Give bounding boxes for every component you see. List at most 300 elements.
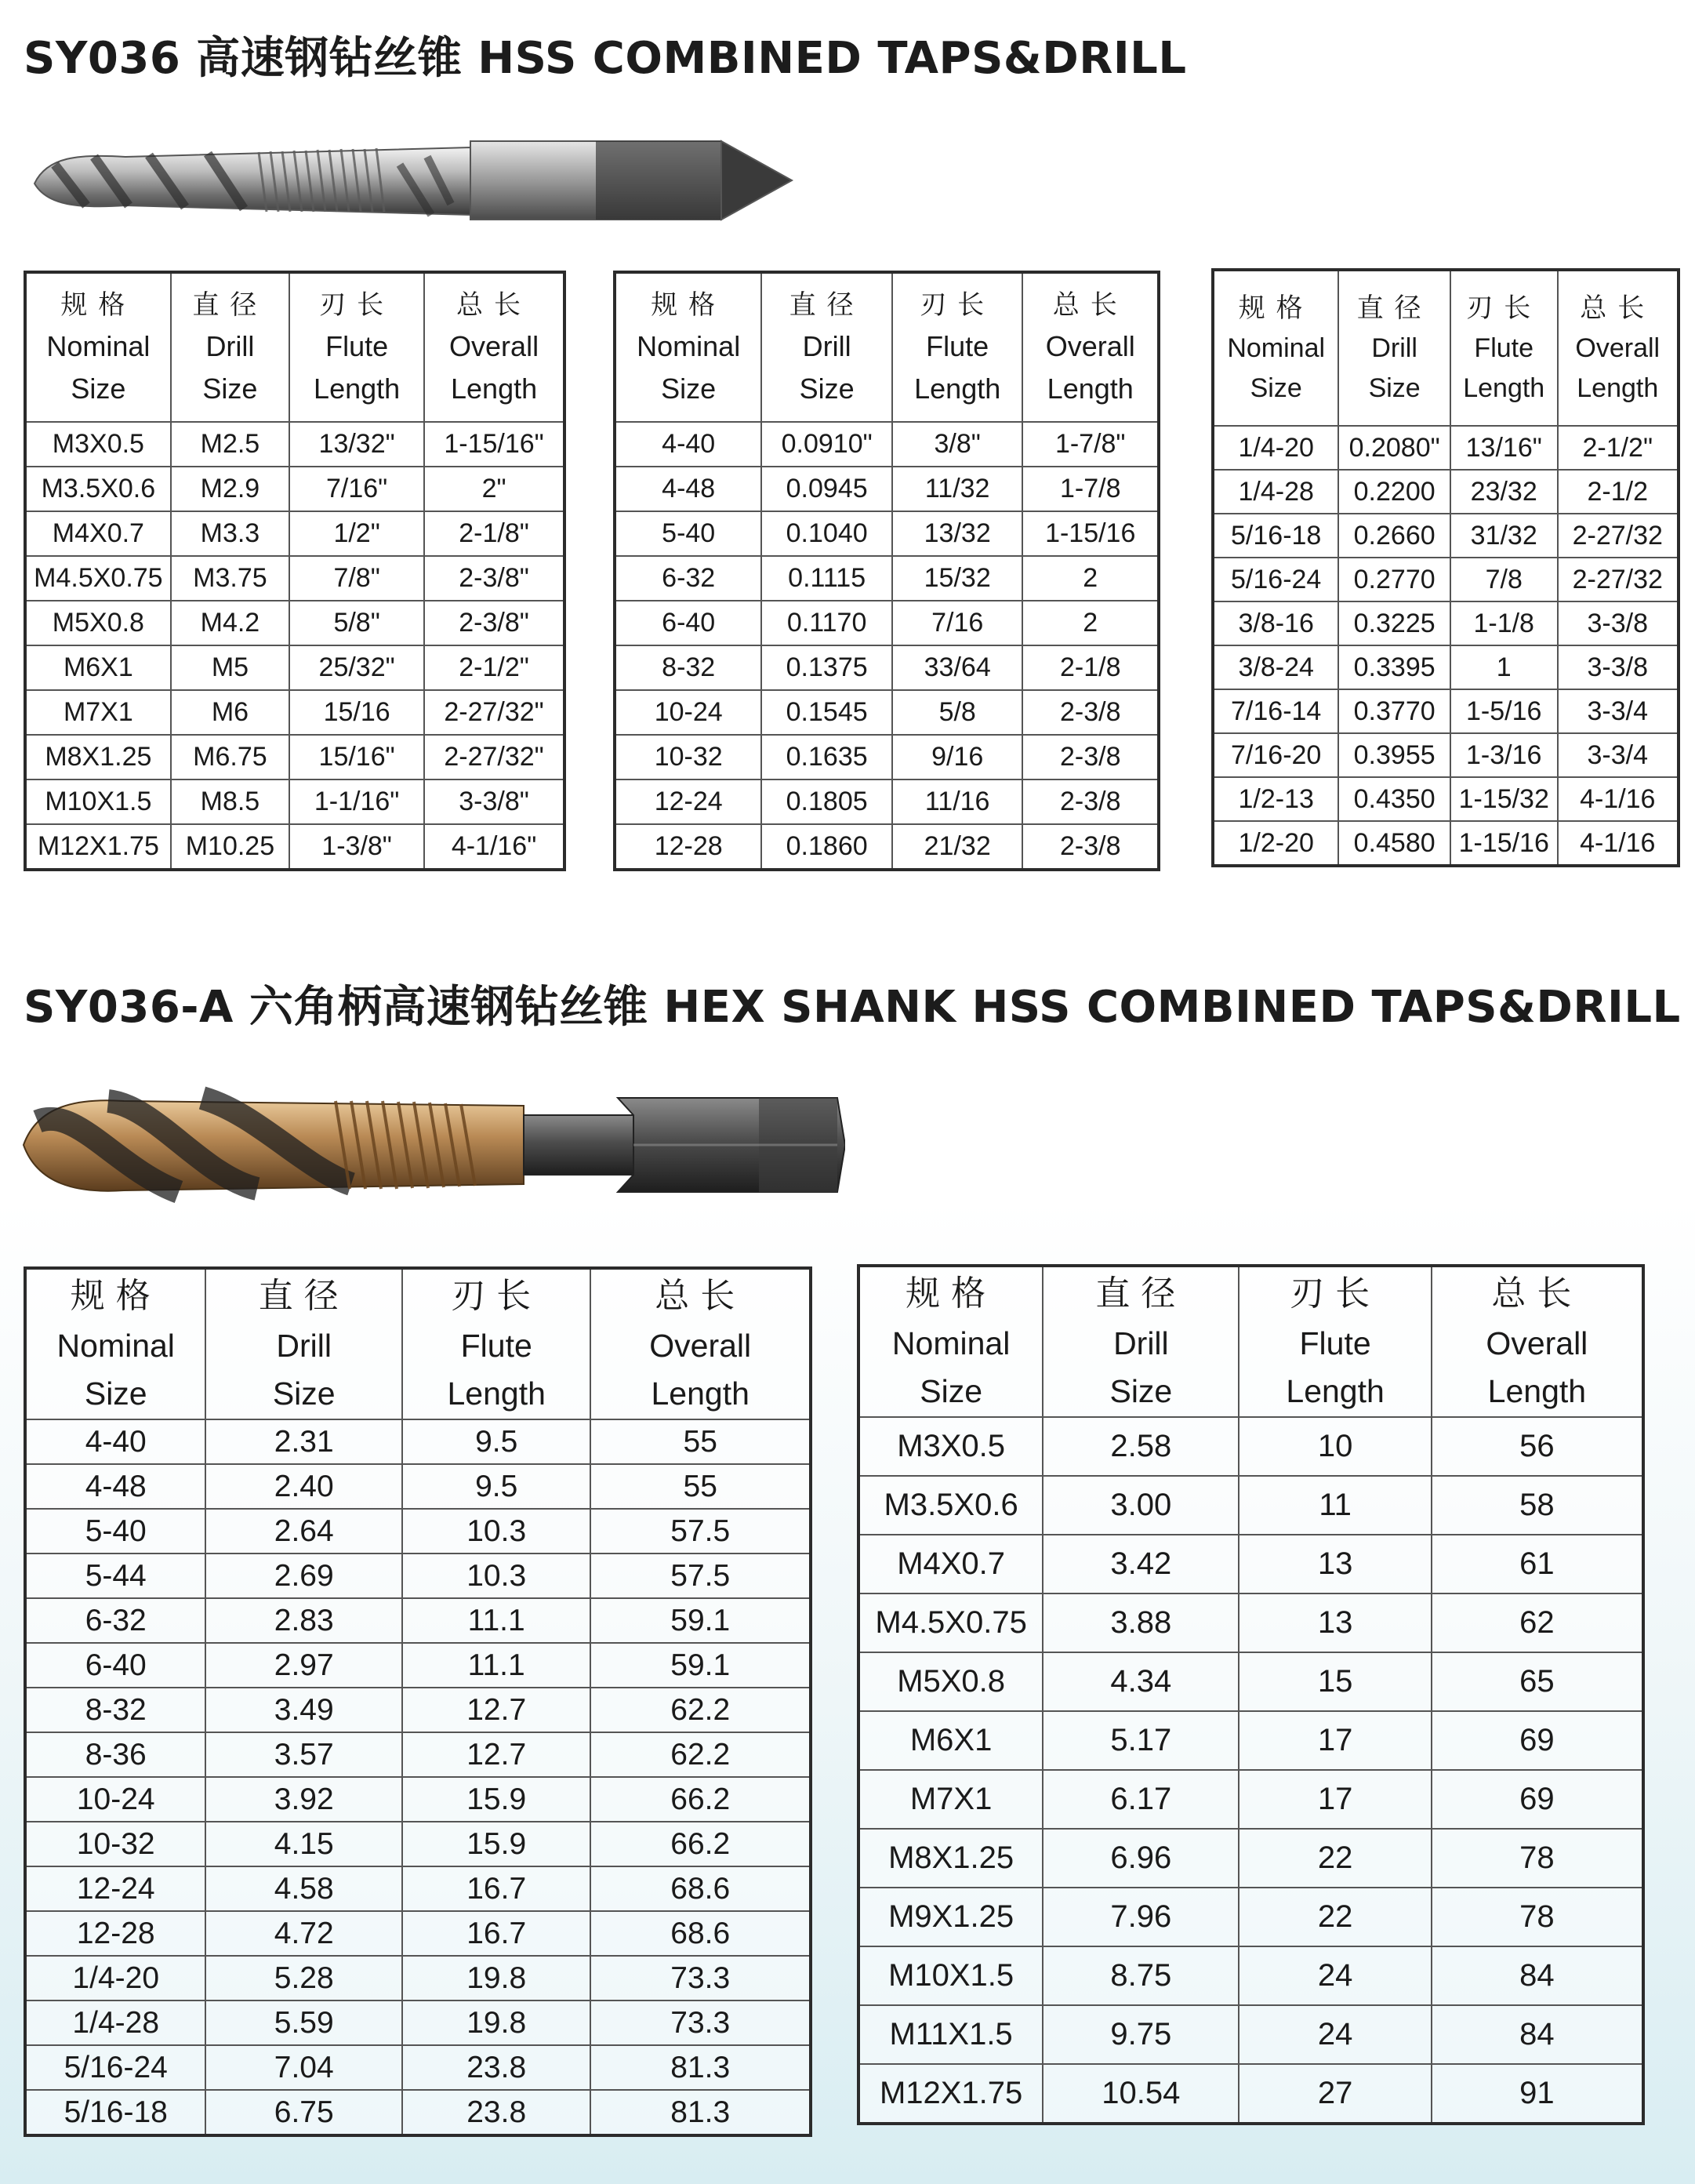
- header-nominal-size: [1213, 270, 1338, 426]
- cell-nominal-size: M12X1.75: [25, 824, 171, 870]
- cell-nominal-size: M5X0.8: [25, 601, 171, 645]
- cell-drill-size: 0.3955: [1338, 733, 1450, 777]
- cell-drill-size: 0.1040: [761, 511, 892, 556]
- cell-nominal-size: 10-32: [25, 1822, 205, 1866]
- cell-overall-length: 78: [1432, 1888, 1643, 1946]
- cell-flute-length: 31/32: [1450, 514, 1558, 558]
- cell-drill-size: 0.1170: [761, 601, 892, 645]
- table-row: [25, 1688, 811, 1732]
- cell-drill-size: 4.72: [205, 1911, 402, 1956]
- cell-overall-length: 73.3: [590, 1956, 811, 2000]
- cell-drill-size: 0.1805: [761, 779, 892, 824]
- cell-drill-size: 0.2660: [1338, 514, 1450, 558]
- cell-drill-size: 2.97: [205, 1643, 402, 1688]
- header-label-cn: 总长: [655, 1275, 746, 1316]
- cell-drill-size: 0.1635: [761, 735, 892, 779]
- header-label-en2: Length: [651, 1375, 750, 1412]
- cell-drill-size: M4.2: [171, 601, 289, 645]
- cell-overall-length: 2-3/8: [1022, 735, 1159, 779]
- header-flute-length: [1450, 270, 1558, 426]
- header-nominal-size: [25, 1268, 205, 1419]
- cell-flute-length: 12.7: [402, 1688, 590, 1732]
- cell-nominal-size: 5/16-18: [25, 2090, 205, 2135]
- header-flute-length: [289, 272, 424, 422]
- table-row: [1213, 689, 1679, 733]
- header-label-en2: Length: [451, 372, 538, 405]
- cell-flute-length: 7/16": [289, 467, 424, 511]
- cell-drill-size: 5.59: [205, 2000, 402, 2045]
- cell-overall-length: 56: [1432, 1417, 1643, 1476]
- cell-nominal-size: 8-36: [25, 1732, 205, 1777]
- cell-flute-length: 1-5/16: [1450, 689, 1558, 733]
- cell-nominal-size: 1/4-28: [1213, 470, 1338, 514]
- header-label-en1: Nominal: [46, 329, 151, 362]
- cell-drill-size: 0.1860: [761, 824, 892, 870]
- header-label-cn: 总长: [1580, 292, 1656, 324]
- table-row: [25, 735, 564, 779]
- header-label-en1: Drill: [276, 1327, 332, 1364]
- cell-nominal-size: 4-48: [615, 467, 761, 511]
- cell-overall-length: 78: [1432, 1829, 1643, 1888]
- table-row: [1213, 821, 1679, 866]
- header-label-cn: 直径: [1356, 292, 1432, 324]
- cell-flute-length: 17: [1239, 1770, 1431, 1829]
- cell-flute-length: 11.1: [402, 1643, 590, 1688]
- table-row: [25, 1732, 811, 1777]
- header-label-en1: Overall: [449, 329, 539, 362]
- cell-overall-length: 2-1/8: [1022, 645, 1159, 690]
- cell-overall-length: 84: [1432, 1946, 1643, 2005]
- cell-flute-length: 13: [1239, 1535, 1431, 1593]
- section-title-sy036-a: SY036-A 六角柄高速钢钻丝锥 HEX SHANK HSS COMBINED TAPS&DRILL: [24, 982, 1681, 1033]
- cell-drill-size: 2.83: [205, 1598, 402, 1643]
- table-row: [1213, 777, 1679, 821]
- cell-flute-length: 22: [1239, 1829, 1431, 1888]
- hex-shank-tap-drill-image: [22, 1074, 845, 1208]
- cell-overall-length: 66.2: [590, 1822, 811, 1866]
- cell-flute-length: 11.1: [402, 1598, 590, 1643]
- cell-flute-length: 1/2": [289, 511, 424, 556]
- header-label-cn: 总长: [456, 289, 532, 321]
- cell-overall-length: 57.5: [590, 1509, 811, 1554]
- cell-overall-length: 4-1/16": [424, 824, 564, 870]
- cell-overall-length: 59.1: [590, 1598, 811, 1643]
- table-row: [25, 1911, 811, 1956]
- header-nominal-size: [615, 272, 761, 422]
- cell-drill-size: 0.1115: [761, 556, 892, 601]
- cell-drill-size: 0.3225: [1338, 601, 1450, 645]
- cell-drill-size: M3.75: [171, 556, 289, 601]
- header-label-cn: 直径: [258, 1275, 350, 1316]
- table-row: [25, 467, 564, 511]
- cell-drill-size: 5.17: [1043, 1711, 1239, 1770]
- cell-drill-size: 2.64: [205, 1509, 402, 1554]
- header-label-en2: Size: [920, 1373, 982, 1409]
- header-label-en2: Length: [1463, 372, 1545, 403]
- cell-overall-length: 65: [1432, 1652, 1643, 1711]
- header-label-cn: 直径: [789, 289, 865, 321]
- cell-drill-size: M10.25: [171, 824, 289, 870]
- cell-nominal-size: 10-32: [615, 735, 761, 779]
- cell-overall-length: 81.3: [590, 2090, 811, 2135]
- cell-nominal-size: 6-40: [25, 1643, 205, 1688]
- cell-drill-size: M8.5: [171, 779, 289, 824]
- table-row: [1213, 514, 1679, 558]
- cell-overall-length: 62: [1432, 1593, 1643, 1652]
- cell-drill-size: 3.42: [1043, 1535, 1239, 1593]
- table-row: [858, 1946, 1643, 2005]
- cell-overall-length: 2-27/32: [1558, 514, 1679, 558]
- cell-drill-size: 8.75: [1043, 1946, 1239, 2005]
- cell-flute-length: 15.9: [402, 1822, 590, 1866]
- cell-flute-length: 13/32": [289, 422, 424, 467]
- cell-overall-length: 2-3/8: [1022, 690, 1159, 735]
- table-row: [25, 1598, 811, 1643]
- cell-flute-length: 23.8: [402, 2045, 590, 2090]
- header-label-en2: Size: [202, 372, 258, 405]
- table-row: [858, 1417, 1643, 1476]
- header-label-cn: 规格: [651, 289, 727, 321]
- cell-overall-length: 2-27/32": [424, 690, 564, 735]
- table-row: [25, 511, 564, 556]
- header-label-cn: 刃长: [920, 289, 996, 321]
- cell-nominal-size: 7/16-20: [1213, 733, 1338, 777]
- cell-flute-length: 1: [1450, 645, 1558, 689]
- cell-overall-length: 4-1/16: [1558, 777, 1679, 821]
- header-label-en2: Length: [914, 372, 1001, 405]
- table-row: [25, 1419, 811, 1464]
- cell-flute-length: 7/8": [289, 556, 424, 601]
- cell-drill-size: 4.15: [205, 1822, 402, 1866]
- header-label-en2: Size: [71, 372, 126, 405]
- cell-flute-length: 33/64: [892, 645, 1023, 690]
- spec-table-hex-unc: [24, 1266, 812, 2137]
- cell-overall-length: 4-1/16: [1558, 821, 1679, 866]
- header-label-en2: Length: [1487, 1373, 1587, 1409]
- cell-flute-length: 1-1/16": [289, 779, 424, 824]
- cell-nominal-size: 4-48: [25, 1464, 205, 1509]
- cell-flute-length: 25/32": [289, 645, 424, 690]
- table-row: [1213, 470, 1679, 514]
- cell-flute-length: 9.5: [402, 1419, 590, 1464]
- cell-flute-length: 11/32: [892, 467, 1023, 511]
- table-row: [25, 690, 564, 735]
- header-label-en1: Drill: [802, 329, 851, 362]
- cell-nominal-size: 5-40: [25, 1509, 205, 1554]
- table-row: [858, 2064, 1643, 2124]
- header-drill-size: [171, 272, 289, 422]
- cell-flute-length: 12.7: [402, 1732, 590, 1777]
- spec-table-metric-inch: [24, 271, 566, 871]
- header-label-en1: Flute: [1474, 333, 1534, 363]
- table-row: [25, 2090, 811, 2135]
- cell-overall-length: 2: [1022, 556, 1159, 601]
- cell-nominal-size: 1/4-28: [25, 2000, 205, 2045]
- header-label-en2: Length: [314, 372, 401, 405]
- header-label-en2: Size: [272, 1375, 336, 1412]
- cell-drill-size: 0.2770: [1338, 558, 1450, 601]
- cell-flute-length: 1-15/16: [1450, 821, 1558, 866]
- header-drill-size: [1338, 270, 1450, 426]
- cell-flute-length: 15: [1239, 1652, 1431, 1711]
- cell-overall-length: 3-3/4: [1558, 733, 1679, 777]
- cell-flute-length: 23/32: [1450, 470, 1558, 514]
- cell-nominal-size: 5-44: [25, 1554, 205, 1598]
- cell-nominal-size: 7/16-14: [1213, 689, 1338, 733]
- cell-nominal-size: M6X1: [858, 1711, 1043, 1770]
- cell-overall-length: 3-3/8: [1558, 645, 1679, 689]
- cell-flute-length: 10.3: [402, 1509, 590, 1554]
- cell-overall-length: 2": [424, 467, 564, 511]
- header-label-en2: Size: [1250, 372, 1302, 403]
- header-label-en1: Nominal: [637, 329, 741, 362]
- section-title-sy036: SY036 高速钢钻丝锥 HSS COMBINED TAPS&DRILL: [24, 33, 1187, 84]
- header-label-en1: Drill: [205, 329, 255, 362]
- table-row: [1213, 601, 1679, 645]
- header-label-en2: Length: [1047, 372, 1134, 405]
- cell-nominal-size: 10-24: [25, 1777, 205, 1822]
- cell-overall-length: 62.2: [590, 1688, 811, 1732]
- header-flute-length: [892, 272, 1023, 422]
- cell-drill-size: 4.34: [1043, 1652, 1239, 1711]
- cell-flute-length: 15/16: [289, 690, 424, 735]
- cell-overall-length: 55: [590, 1464, 811, 1509]
- cell-drill-size: M2.9: [171, 467, 289, 511]
- table-row: [858, 1711, 1643, 1770]
- cell-flute-length: 1-3/8": [289, 824, 424, 870]
- table-row: [25, 601, 564, 645]
- table-row: [25, 1777, 811, 1822]
- table-row: [858, 2005, 1643, 2064]
- cell-drill-size: 2.31: [205, 1419, 402, 1464]
- table-row: [25, 2000, 811, 2045]
- cell-nominal-size: M3.5X0.6: [858, 1476, 1043, 1535]
- cell-overall-length: 66.2: [590, 1777, 811, 1822]
- cell-nominal-size: 5/16-24: [25, 2045, 205, 2090]
- cell-overall-length: 61: [1432, 1535, 1643, 1593]
- cell-drill-size: 3.57: [205, 1732, 402, 1777]
- cell-drill-size: 0.2080": [1338, 426, 1450, 470]
- table-row: [25, 1554, 811, 1598]
- cell-nominal-size: M9X1.25: [858, 1888, 1043, 1946]
- cell-drill-size: 10.54: [1043, 2064, 1239, 2124]
- table-row: [1213, 426, 1679, 470]
- table-row: [858, 1829, 1643, 1888]
- cell-flute-length: 21/32: [892, 824, 1023, 870]
- cell-drill-size: 6.75: [205, 2090, 402, 2135]
- cell-overall-length: 57.5: [590, 1554, 811, 1598]
- cell-flute-length: 7/16: [892, 601, 1023, 645]
- cell-nominal-size: M3X0.5: [858, 1417, 1043, 1476]
- cell-drill-size: 0.3770: [1338, 689, 1450, 733]
- table-row: [615, 735, 1159, 779]
- table-row: [615, 467, 1159, 511]
- cell-flute-length: 10: [1239, 1417, 1431, 1476]
- header-label-cn: 刃长: [1466, 292, 1542, 324]
- cell-nominal-size: M8X1.25: [25, 735, 171, 779]
- cell-flute-length: 23.8: [402, 2090, 590, 2135]
- cell-nominal-size: 12-28: [615, 824, 761, 870]
- header-overall-length: [424, 272, 564, 422]
- cell-drill-size: 0.0910": [761, 422, 892, 467]
- header-label-en1: Nominal: [56, 1327, 175, 1364]
- cell-drill-size: 3.49: [205, 1688, 402, 1732]
- spec-table-unc-small: [613, 271, 1160, 871]
- cell-flute-length: 24: [1239, 2005, 1431, 2064]
- cell-nominal-size: M8X1.25: [858, 1829, 1043, 1888]
- header-label-en2: Size: [799, 372, 855, 405]
- header-drill-size: [205, 1268, 402, 1419]
- cell-overall-length: 2-3/8": [424, 601, 564, 645]
- cell-overall-length: 2-3/8: [1022, 824, 1159, 870]
- header-overall-length: [1022, 272, 1159, 422]
- cell-overall-length: 84: [1432, 2005, 1643, 2064]
- table-row: [25, 1643, 811, 1688]
- table-row: [25, 1464, 811, 1509]
- header-label-en2: Size: [1368, 372, 1421, 403]
- cell-nominal-size: 4-40: [615, 422, 761, 467]
- cell-drill-size: 3.88: [1043, 1593, 1239, 1652]
- cell-overall-length: 55: [590, 1419, 811, 1464]
- header-label-en1: Drill: [1113, 1325, 1169, 1361]
- cell-flute-length: 9.5: [402, 1464, 590, 1509]
- cell-nominal-size: 6-40: [615, 601, 761, 645]
- cell-drill-size: M2.5: [171, 422, 289, 467]
- header-label-cn: 规格: [1238, 292, 1314, 324]
- cell-overall-length: 58: [1432, 1476, 1643, 1535]
- header-label-en1: Overall: [649, 1327, 752, 1364]
- cell-flute-length: 24: [1239, 1946, 1431, 2005]
- table-header-row: [25, 272, 564, 422]
- spec-table-unc-large: [1211, 268, 1680, 867]
- table-row: [615, 690, 1159, 735]
- cell-flute-length: 19.8: [402, 2000, 590, 2045]
- cell-nominal-size: M12X1.75: [858, 2064, 1043, 2124]
- table-row: [615, 556, 1159, 601]
- table-row: [615, 422, 1159, 467]
- cell-drill-size: 9.75: [1043, 2005, 1239, 2064]
- cell-overall-length: 73.3: [590, 2000, 811, 2045]
- cell-drill-size: 2.40: [205, 1464, 402, 1509]
- cell-overall-length: 2-27/32: [1558, 558, 1679, 601]
- header-label-cn: 规格: [906, 1273, 997, 1314]
- cell-drill-size: 5.28: [205, 1956, 402, 2000]
- table-row: [615, 511, 1159, 556]
- table-row: [858, 1476, 1643, 1535]
- header-nominal-size: [858, 1266, 1043, 1417]
- cell-nominal-size: 6-32: [615, 556, 761, 601]
- cell-drill-size: 2.69: [205, 1554, 402, 1598]
- cell-overall-length: 3-3/4: [1558, 689, 1679, 733]
- cell-drill-size: 3.92: [205, 1777, 402, 1822]
- cell-overall-length: 1-15/16": [424, 422, 564, 467]
- cell-nominal-size: M4.5X0.75: [858, 1593, 1043, 1652]
- cell-nominal-size: M10X1.5: [25, 779, 171, 824]
- cell-drill-size: 2.58: [1043, 1417, 1239, 1476]
- table-row: [25, 1956, 811, 2000]
- header-label-en1: Flute: [325, 329, 389, 362]
- cell-flute-length: 15.9: [402, 1777, 590, 1822]
- table-row: [25, 645, 564, 690]
- header-label-en2: Length: [1577, 372, 1659, 403]
- header-label-en1: Flute: [460, 1327, 532, 1364]
- header-label-en1: Flute: [1299, 1325, 1371, 1361]
- header-label-en1: Nominal: [1227, 333, 1326, 363]
- cell-drill-size: 3.00: [1043, 1476, 1239, 1535]
- cell-overall-length: 69: [1432, 1770, 1643, 1829]
- cell-nominal-size: 6-32: [25, 1598, 205, 1643]
- cell-nominal-size: 12-24: [25, 1866, 205, 1911]
- cell-nominal-size: 10-24: [615, 690, 761, 735]
- cell-overall-length: 81.3: [590, 2045, 811, 2090]
- table-row: [25, 422, 564, 467]
- header-label-cn: 总长: [1491, 1273, 1583, 1314]
- cell-overall-length: 1-7/8": [1022, 422, 1159, 467]
- header-overall-length: [1558, 270, 1679, 426]
- table-row: [1213, 733, 1679, 777]
- cell-flute-length: 17: [1239, 1711, 1431, 1770]
- cell-nominal-size: 5-40: [615, 511, 761, 556]
- cell-nominal-size: 3/8-16: [1213, 601, 1338, 645]
- cell-flute-length: 9/16: [892, 735, 1023, 779]
- cell-flute-length: 19.8: [402, 1956, 590, 2000]
- cell-flute-length: 7/8: [1450, 558, 1558, 601]
- cell-overall-length: 62.2: [590, 1732, 811, 1777]
- cell-overall-length: 2-3/8": [424, 556, 564, 601]
- header-label-cn: 刃长: [451, 1275, 543, 1316]
- cell-drill-size: 0.1545: [761, 690, 892, 735]
- cell-overall-length: 1-7/8: [1022, 467, 1159, 511]
- cell-nominal-size: 5/16-24: [1213, 558, 1338, 601]
- cell-flute-length: 10.3: [402, 1554, 590, 1598]
- cell-nominal-size: M4.5X0.75: [25, 556, 171, 601]
- cell-flute-length: 1-3/16: [1450, 733, 1558, 777]
- cell-drill-size: M6.75: [171, 735, 289, 779]
- cell-nominal-size: 8-32: [615, 645, 761, 690]
- cell-nominal-size: 4-40: [25, 1419, 205, 1464]
- cell-overall-length: 2: [1022, 601, 1159, 645]
- cell-nominal-size: 3/8-24: [1213, 645, 1338, 689]
- cell-drill-size: 0.2200: [1338, 470, 1450, 514]
- cell-nominal-size: M10X1.5: [858, 1946, 1043, 2005]
- header-label-cn: 直径: [192, 289, 268, 321]
- header-nominal-size: [25, 272, 171, 422]
- cell-nominal-size: M5X0.8: [858, 1652, 1043, 1711]
- header-label-en2: Size: [1109, 1373, 1173, 1409]
- cell-drill-size: 6.17: [1043, 1770, 1239, 1829]
- cell-overall-length: 2-1/2: [1558, 470, 1679, 514]
- cell-nominal-size: 12-24: [615, 779, 761, 824]
- table-row: [615, 645, 1159, 690]
- cell-drill-size: 0.4350: [1338, 777, 1450, 821]
- header-label-en1: Drill: [1371, 333, 1417, 363]
- cell-overall-length: 68.6: [590, 1866, 811, 1911]
- cell-drill-size: 6.96: [1043, 1829, 1239, 1888]
- cell-flute-length: 16.7: [402, 1866, 590, 1911]
- table-row: [25, 779, 564, 824]
- header-label-cn: 直径: [1095, 1273, 1187, 1314]
- cell-nominal-size: 8-32: [25, 1688, 205, 1732]
- table-header-row: [25, 1268, 811, 1419]
- header-label-en1: Overall: [1486, 1325, 1588, 1361]
- cell-flute-length: 5/8: [892, 690, 1023, 735]
- cell-drill-size: M5: [171, 645, 289, 690]
- cell-nominal-size: M4X0.7: [858, 1535, 1043, 1593]
- table-header-row: [1213, 270, 1679, 426]
- cell-nominal-size: 1/2-13: [1213, 777, 1338, 821]
- table-row: [25, 1866, 811, 1911]
- table-row: [25, 824, 564, 870]
